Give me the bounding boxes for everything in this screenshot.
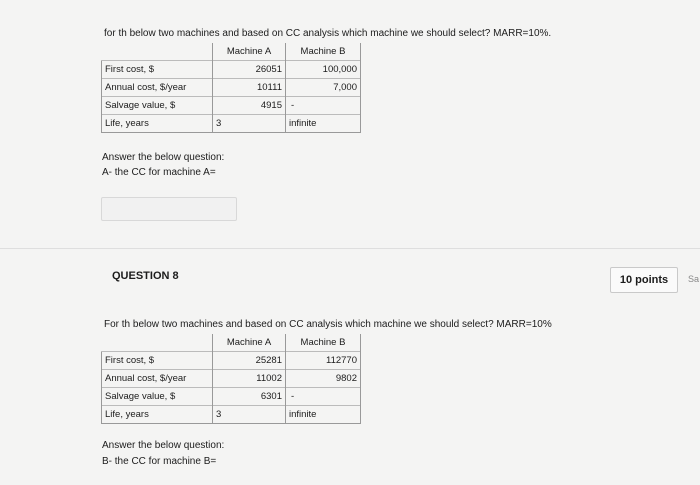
q8-table xyxy=(101,334,361,424)
table-row xyxy=(102,370,361,388)
table-row xyxy=(102,115,361,133)
row-label: Salvage value, $ xyxy=(102,97,213,115)
machine-b-value: 100,000 xyxy=(286,61,361,79)
table-row xyxy=(102,97,361,115)
machine-b-value: 9802 xyxy=(286,370,361,388)
q8-header-row xyxy=(102,334,361,352)
row-label: First cost, $ xyxy=(102,61,213,79)
q8-answer-ask: B- the CC for machine B= xyxy=(102,456,217,467)
question-8-label: QUESTION 8 xyxy=(112,270,179,282)
row-label: Life, years xyxy=(102,406,213,424)
machine-b-value: - xyxy=(286,97,361,115)
q7-header-machine-a: Machine A xyxy=(213,43,286,61)
save-answer-button[interactable]: Sa xyxy=(688,274,700,284)
table-row xyxy=(102,352,361,370)
points-badge: 10 points xyxy=(610,267,678,293)
row-label: Salvage value, $ xyxy=(102,388,213,406)
row-label: Life, years xyxy=(102,115,213,133)
section-divider xyxy=(0,248,700,249)
q8-header-blank xyxy=(102,334,213,352)
q7-table xyxy=(101,43,361,133)
q8-prompt: For th below two machines and based on CC analysis which machine we should select? MARR=10% xyxy=(104,319,552,330)
table-row xyxy=(102,406,361,424)
machine-a-value: 11002 xyxy=(213,370,286,388)
q7-answer-ask: A- the CC for machine A= xyxy=(102,167,216,178)
row-label: First cost, $ xyxy=(102,352,213,370)
machine-a-value: 4915 xyxy=(213,97,286,115)
row-label: Annual cost, $/year xyxy=(102,370,213,388)
machine-b-value: 112770 xyxy=(286,352,361,370)
machine-a-value: 10111 xyxy=(213,79,286,97)
q7-answer-input[interactable] xyxy=(101,197,237,221)
machine-b-value: - xyxy=(286,388,361,406)
q7-header-blank xyxy=(102,43,213,61)
machine-a-value: 3 xyxy=(213,115,286,133)
machine-b-value: infinite xyxy=(286,406,361,424)
table-row xyxy=(102,79,361,97)
machine-a-value: 3 xyxy=(213,406,286,424)
machine-a-value: 6301 xyxy=(213,388,286,406)
q7-prompt: for th below two machines and based on CC analysis which machine we should select? MARR=10%. xyxy=(104,28,552,39)
table-row xyxy=(102,61,361,79)
machine-b-value: infinite xyxy=(286,115,361,133)
table-row xyxy=(102,388,361,406)
q8-answer-intro: Answer the below question: xyxy=(102,440,225,451)
machine-a-value: 25281 xyxy=(213,352,286,370)
q7-header-machine-b: Machine B xyxy=(286,43,361,61)
q7-header-row xyxy=(102,43,361,61)
q8-header-machine-b: Machine B xyxy=(286,334,361,352)
row-label: Annual cost, $/year xyxy=(102,79,213,97)
q7-answer-intro: Answer the below question: xyxy=(102,152,225,163)
q8-header-machine-a: Machine A xyxy=(213,334,286,352)
machine-b-value: 7,000 xyxy=(286,79,361,97)
machine-a-value: 26051 xyxy=(213,61,286,79)
